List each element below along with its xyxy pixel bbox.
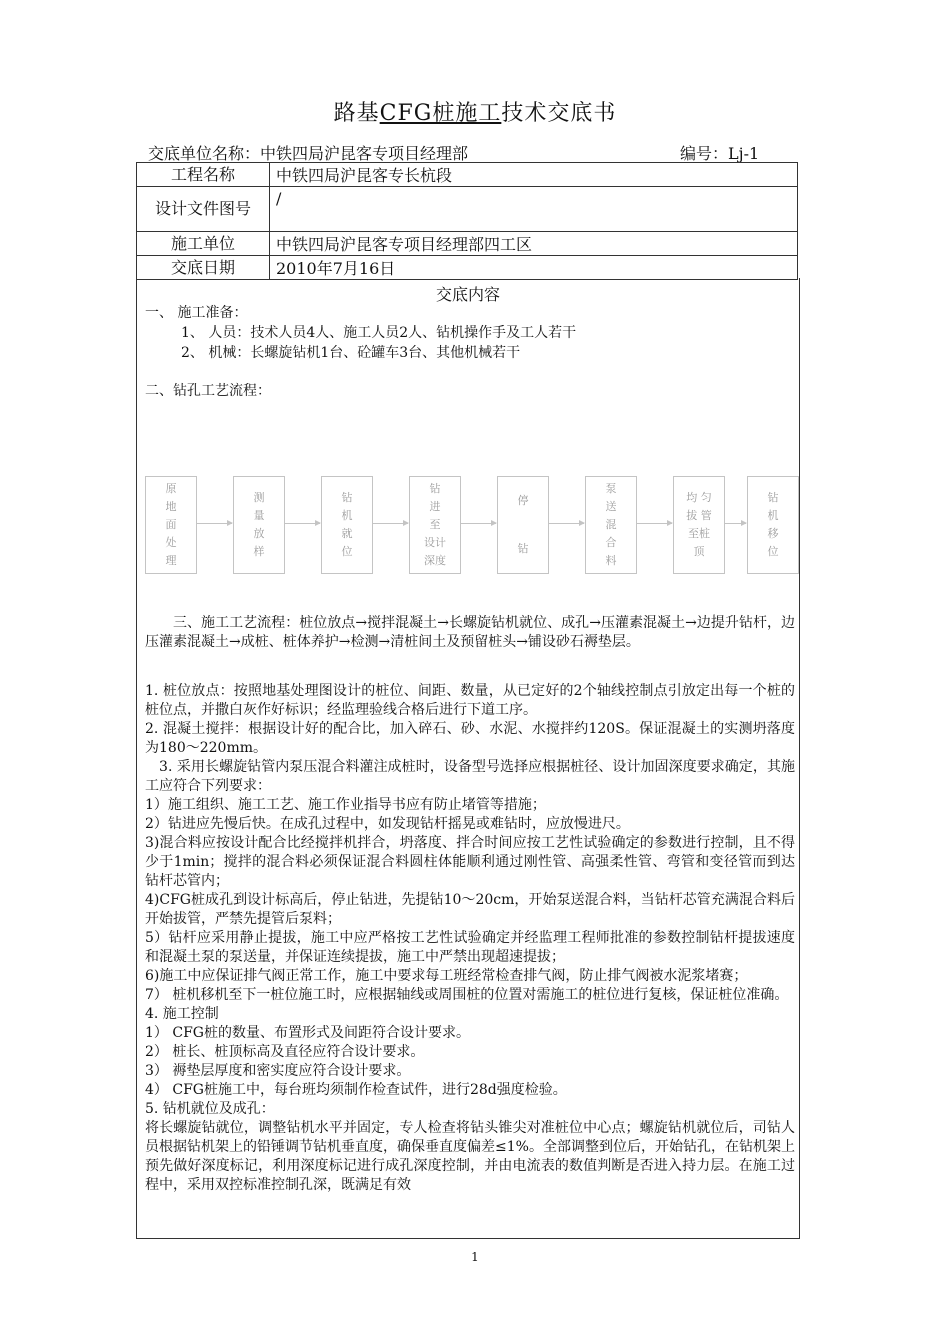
title-part-3: 技术交底书 xyxy=(501,101,617,126)
flow-arrow xyxy=(460,523,496,524)
flow-step xyxy=(585,476,637,574)
flow-text: 地 xyxy=(165,500,177,513)
title-part-2: CFG桩施工 xyxy=(379,101,502,126)
flow-text: 位 xyxy=(767,545,779,558)
paragraph: 2） 桩长、桩顶标高及直径应符合设计要求。 xyxy=(145,1044,425,1060)
flow-text: 量 xyxy=(253,509,265,522)
flow-text: 样 xyxy=(253,545,265,558)
flow-text: 位 xyxy=(341,545,353,558)
project-name-value: 中铁四局沪昆客专长杭段 xyxy=(270,163,798,187)
table-row xyxy=(137,187,798,232)
construction-unit-value: 中铁四局沪昆客专项目经理部四工区 xyxy=(270,232,798,256)
flow-arrow xyxy=(196,523,232,524)
flow-step xyxy=(673,476,725,574)
paragraph: 5）钻杆应采用静止提拔，施工中应严格按工艺性试验确定并经监理工程师批准的参数控制钻杆提拔速度和混凝土泵的泵送量，并保证连续提拔，施工中严禁出现超速提拔； xyxy=(145,930,795,965)
flow-text: 钻 xyxy=(517,542,529,555)
flow-text: 混 xyxy=(605,518,617,531)
title-part-1: 路基 xyxy=(333,101,380,126)
flow-text: 顶 xyxy=(693,545,705,558)
flow-text: 机 xyxy=(341,509,353,522)
paragraph: 3)混合料应按设计配合比经搅拌机拌合，坍落度、拌合时间应按工艺性试验确定的参数进行控制，且不得少于1min；搅拌的混合料必须保证混合料圆柱体能顺利通过刚性管、高强柔性管、弯管和变径管而到达钻杆芯管内； xyxy=(145,835,795,889)
flow-step xyxy=(497,476,549,574)
briefing-date-value: 2010年7月16日 xyxy=(270,256,798,280)
flow-text: 拔 管 xyxy=(686,509,712,522)
paragraph: 5. 钻机就位及成孔： xyxy=(145,1101,275,1117)
flow-text: 面 xyxy=(165,518,177,531)
flow-text: 设计 xyxy=(424,536,446,549)
paragraph: 3. 采用长螺旋钻管内泵压混合料灌注成桩时，设备型号选择应根据桩径、设计加固深度要求确定，其施工应符合下列要求： xyxy=(145,759,795,794)
flow-step xyxy=(321,476,373,574)
paragraph: 4)CFG桩成孔到设计标高后，停止钻进，先提钻10～20cm，开始泵送混合料，当钻杆芯管充满混合料后开始拔管，严禁先提管后泵料； xyxy=(145,892,795,927)
table-row xyxy=(137,232,798,256)
drawing-number-label: 设计文件图号 xyxy=(137,187,270,232)
paragraph-list xyxy=(145,682,795,1195)
flow-step xyxy=(145,476,197,574)
table-row xyxy=(137,163,798,187)
flow-arrow xyxy=(372,523,408,524)
drilling-flowchart xyxy=(145,476,799,576)
briefing-date-label: 交底日期 xyxy=(137,256,270,280)
paragraph: 1） CFG桩的数量、布置形式及间距符合设计要求。 xyxy=(145,1025,470,1041)
flow-text: 钻 xyxy=(429,482,441,495)
flow-text: 处 xyxy=(165,536,177,549)
flow-text: 钻 xyxy=(341,491,353,504)
flow-text: 合 xyxy=(605,536,617,549)
paragraph: 4. 施工控制 xyxy=(145,1006,219,1022)
flow-step xyxy=(409,476,461,574)
page-number: 1 xyxy=(471,1250,479,1264)
flow-arrow xyxy=(284,523,320,524)
construction-unit-label: 施工单位 xyxy=(137,232,270,256)
flow-text: 就 xyxy=(341,527,353,540)
flow-text: 泵 xyxy=(605,482,617,495)
flow-text: 进 xyxy=(429,500,441,513)
paragraph: 2）钻进应先慢后快。在成孔过程中，如发现钻杆摇晃或难钻时，应放慢进尺。 xyxy=(145,816,630,832)
flow-arrow xyxy=(636,523,672,524)
flow-step xyxy=(233,476,285,574)
flow-text: 放 xyxy=(253,527,265,540)
section-drilling-flow: 二、钻孔工艺流程： xyxy=(145,383,271,399)
paragraph: 4） CFG桩施工中，每台班均须制作检查试件，进行28d强度检验。 xyxy=(145,1082,567,1098)
flow-text: 机 xyxy=(767,509,779,522)
flow-text: 停 xyxy=(517,494,529,507)
flow-text: 钻 xyxy=(767,491,779,504)
issuing-unit: 交底单位名称：中铁四局沪昆客专项目经理部 xyxy=(148,144,469,163)
flow-text: 测 xyxy=(253,491,265,504)
flow-text: 理 xyxy=(165,554,177,567)
briefing-content xyxy=(136,278,800,1239)
prep-machinery: 2、 机械：长螺旋钻机1台、砼罐车3台、其他机械若干 xyxy=(181,345,521,361)
prep-personnel: 1、 人员：技术人员4人、施工人员2人、钻机操作手及工人若干 xyxy=(181,325,577,341)
table-row xyxy=(137,256,798,280)
flow-text: 料 xyxy=(605,554,617,567)
project-info-table xyxy=(136,162,798,280)
content-heading: 交底内容 xyxy=(435,285,500,304)
paragraph: 3） 褥垫层厚度和密实度应符合设计要求。 xyxy=(145,1063,411,1079)
paragraph: 将长螺旋钻就位，调整钻机水平并固定，专人检查将钻头锥尖对准桩位中心点；螺旋钻机就位后，司钻人员根据钻机架上的铅锤调节钻机垂直度，确保垂直度偏差≤1%。全部调整到位后，开始钻孔，在钻机架上预先做好深度标记，利用深度标记进行成孔深度控制，并由电流表的数值判断是否进入持力层。在施工过程中，采用双控标准控制孔深，既满足有效 xyxy=(145,1120,795,1193)
paragraph: 2. 混凝土搅拌：根据设计好的配合比，加入碎石、砂、水泥、水搅拌约120S。保证混凝土的实测坍落度为180～220mm。 xyxy=(145,721,795,756)
flow-step xyxy=(747,476,799,574)
flow-arrow xyxy=(724,523,746,524)
paragraph: 1. 桩位放点：按照地基处理图设计的桩位、间距、数量，从已定好的2个轴线控制点引放定出每一个桩的桩位点，并撒白灰作好标识；经监理验线合格后进行下道工序。 xyxy=(145,683,795,718)
paragraph: 6)施工中应保证排气阀正常工作，施工中要求每工班经常检查排气阀，防止排气阀被水泥浆堵赛； xyxy=(145,968,748,984)
document-title xyxy=(0,96,950,127)
section-preparation: 一、 施工准备： xyxy=(145,305,248,321)
flow-text: 移 xyxy=(767,527,779,540)
section-process-flow: 三、施工工艺流程：桩位放点→搅拌混凝土→长螺旋钻机就位、成孔→压灌素混凝土→边提升钻杆，边压灌素混凝土→成桩、桩体养护→检测→清桩间土及预留桩头→铺设砂石褥垫层。 xyxy=(145,615,795,650)
flow-text: 至桩 xyxy=(688,527,710,540)
paragraph: 1）施工组织、施工工艺、施工作业指导书应有防止堵管等措施； xyxy=(145,797,546,813)
flow-text: 至 xyxy=(429,518,441,531)
project-name-label: 工程名称 xyxy=(137,163,270,187)
flow-text: 原 xyxy=(165,482,177,495)
drawing-number-value: / xyxy=(270,187,798,232)
flow-text: 均 匀 xyxy=(686,491,712,504)
paragraph: 7） 桩机移机至下一桩位施工时，应根据轴线或周围桩的位置对需施工的桩位进行复核，保证桩位准确。 xyxy=(145,987,789,1003)
flow-text: 送 xyxy=(605,500,617,513)
flow-text: 深度 xyxy=(424,554,446,567)
flow-arrow xyxy=(548,523,584,524)
document-number: 编号：Lj-1 xyxy=(680,144,760,163)
